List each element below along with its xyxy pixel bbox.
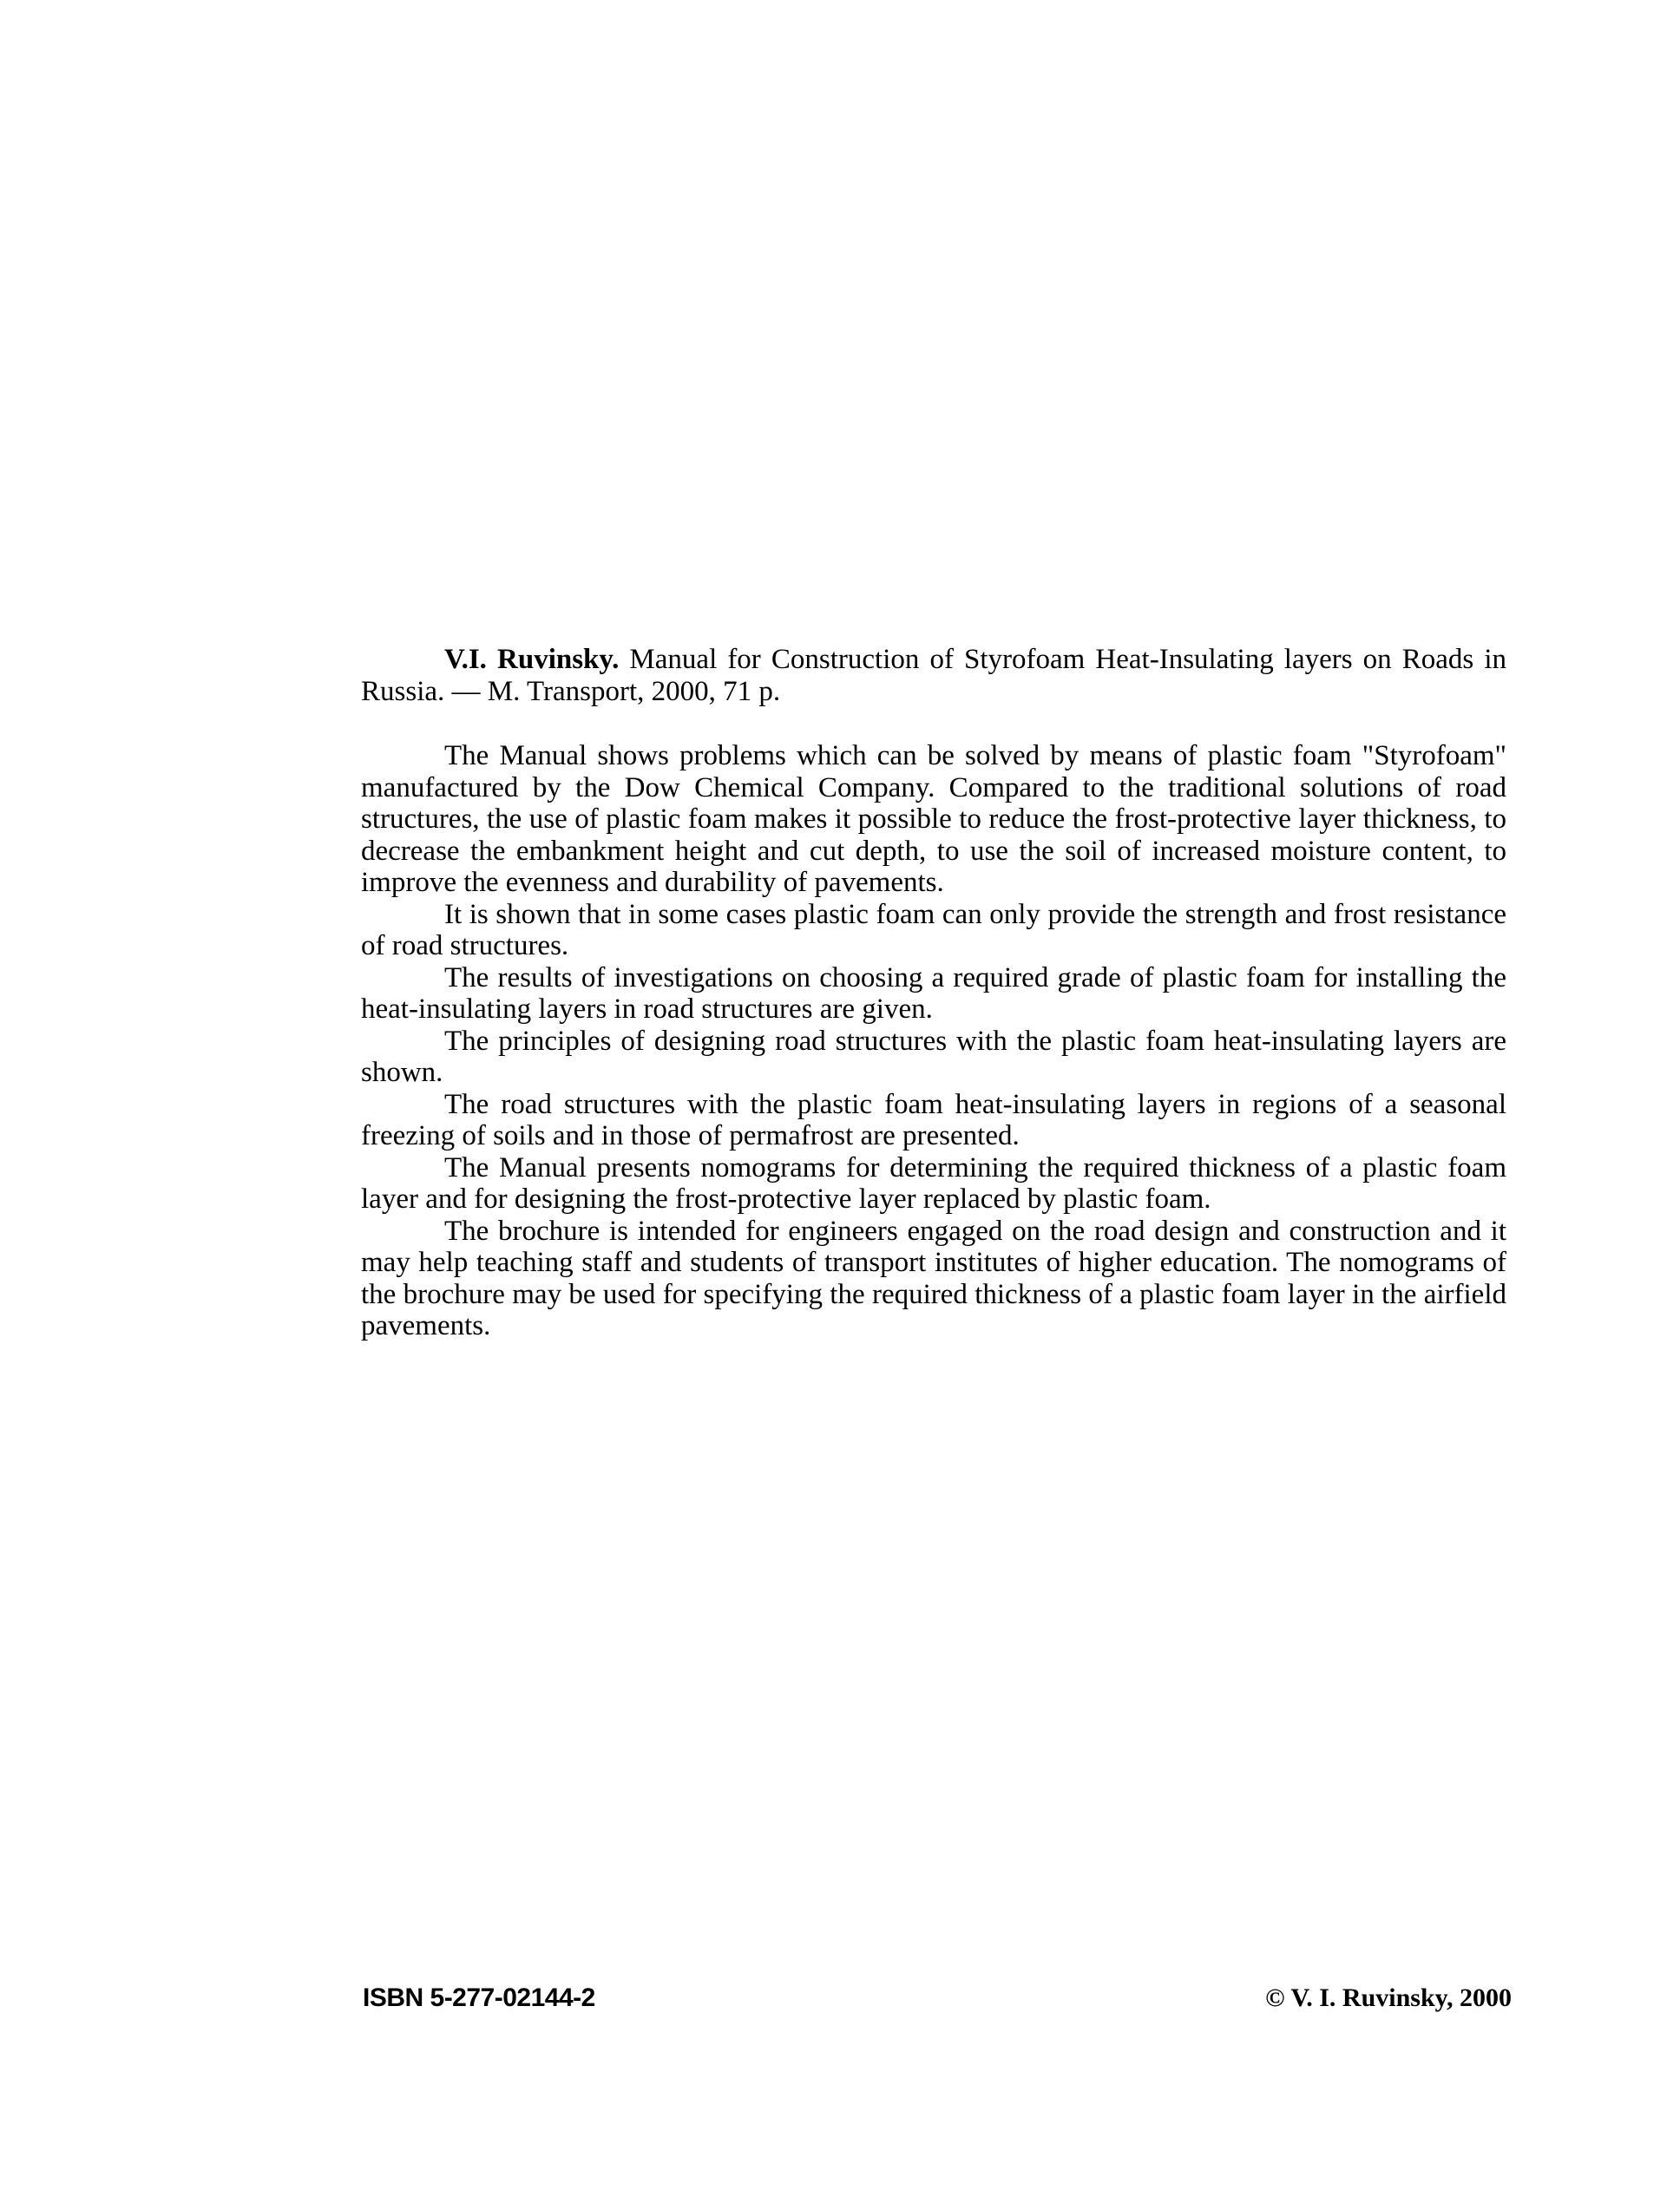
copyright-notice: © V. I. Ruvinsky, 2000 [1265,1983,1512,2012]
abstract-paragraph: The Manual shows problems which can be solved by means of plastic foam "Styrofoam" manufactured by the Dow Chemical Company. Compared to the traditional solutions of road structures, the use of plastic foam makes it possible to reduce the frost-protective layer thickness, to decrease the embankment height and cut depth, to use the soil of increased moisture content, to improve the evenness and durability of pavements. [361,740,1506,898]
isbn-number: ISBN 5-277-02144-2 [363,1983,595,2012]
citation-details: Manual for Construction of Styrofoam Heat-Insulating layers on Roads in Russia. — M. Transport, 2000, 71 p. [361,644,1506,707]
abstract-paragraph: The results of investigations on choosing a required grade of plastic foam for installing the heat-insulating layers in road structures are given. [361,961,1506,1025]
citation-author: V.I. Ruvinsky. [444,644,620,675]
abstract-paragraph: The road structures with the plastic foam heat-insulating layers in regions of a seasonal freezing of soils and in those of permafrost are presented. [361,1088,1506,1151]
abstract-paragraph: The brochure is intended for engineers engaged on the road design and construction and it may help teaching staff and students of transport institutes of higher education. The nomograms of the brochure may be used for specifying the required thickness of a plastic foam layer in the airfield pavements. [361,1215,1506,1341]
abstract-paragraph: The principles of designing road structures with the plastic foam heat-insulating layers are shown. [361,1025,1506,1088]
abstract-paragraph: The Manual presents nomograms for determining the required thickness of a plastic foam layer and for designing the frost-protective layer replaced by plastic foam. [361,1151,1506,1215]
abstract-paragraph: It is shown that in some cases plastic foam can only provide the strength and frost resistance of road structures. [361,898,1506,961]
citation [361,644,1506,707]
abstract-block [361,644,1506,1342]
